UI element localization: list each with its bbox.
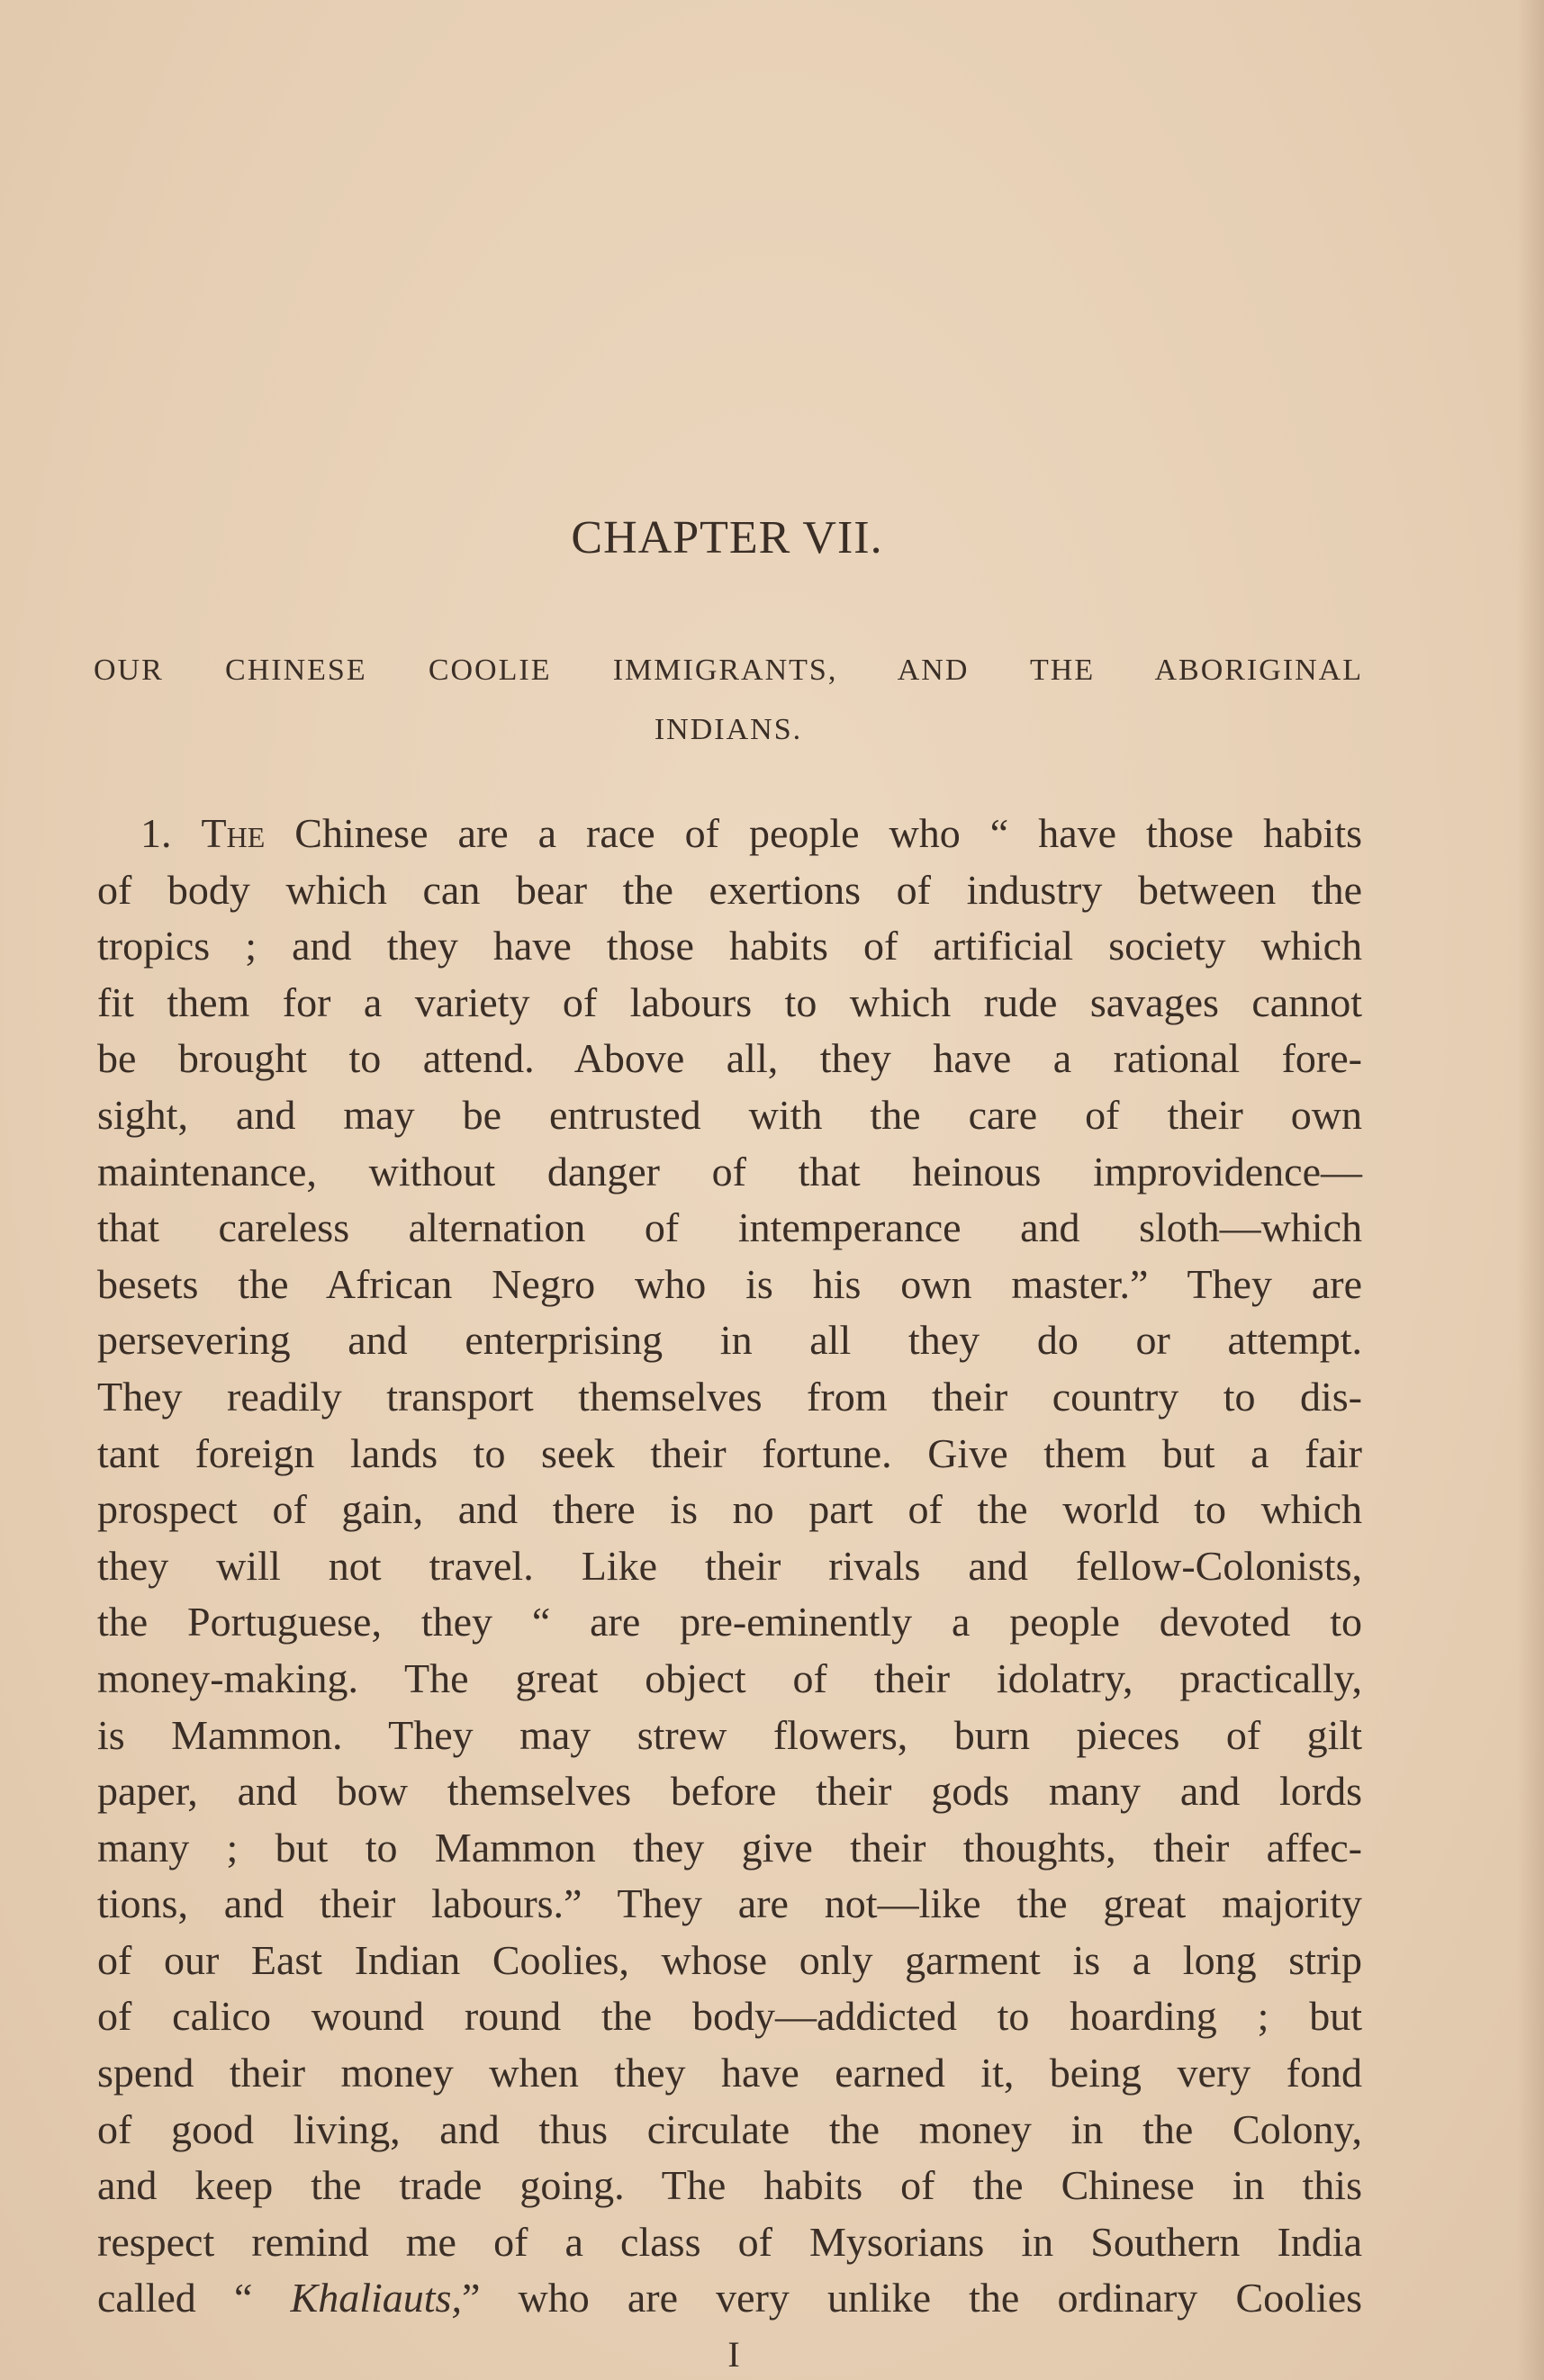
body-line-9: besets the African Negro who is his own master.” They are: [97, 1260, 1362, 1307]
body-line-2: of body which can bear the exertions of industry between the: [97, 866, 1362, 913]
body-line-1-text: Chinese are a race of people who “ have those habits: [265, 810, 1363, 856]
body-line-16: money-making. The great object of their idolatry, practically,: [97, 1654, 1362, 1701]
body-line-11: They readily transport themselves from their country to dis-: [97, 1373, 1362, 1420]
signature-mark: I: [727, 2334, 740, 2375]
body-line-23: spend their money when they have earned it, being very fond: [97, 2050, 1362, 2096]
body-line-15: the Portuguese, they “ are pre-eminently a people devoted to: [97, 1599, 1362, 1645]
chapter-title: CHAPTER VII.: [571, 512, 883, 563]
body-line-7: maintenance, without danger of that heinous improvidence—: [97, 1148, 1362, 1195]
body-line-10: persevering and enterprising in all they do or attempt.: [97, 1317, 1362, 1364]
body-line-17: is Mammon. They may strew flowers, burn pieces of gilt: [97, 1711, 1362, 1758]
body-line-19: many ; but to Mammon they give their thoughts, their affec-: [97, 1824, 1362, 1871]
body-line-6: sight, and may be entrusted with the care of their own: [97, 1091, 1362, 1138]
body-paragraph: [97, 806, 1362, 2327]
page-edge-shadow: [1517, 0, 1544, 2380]
body-line-3: tropics ; and they have those habits of artificial society which: [97, 923, 1362, 969]
body-line-21: of our East Indian Coolies, whose only garment is a long strip: [97, 1936, 1362, 1983]
body-line-27: [97, 2270, 1362, 2327]
body-line-8: that careless alternation of intemperance and sloth—which: [97, 1204, 1362, 1251]
body-line-12: tant foreign lands to seek their fortune. Give them but a fair: [97, 1429, 1362, 1476]
body-line-13: prospect of gain, and there is no part of the world to which: [97, 1486, 1362, 1533]
body-line-26: respect remind me of a class of Mysorians in Southern India: [97, 2218, 1362, 2265]
paragraph-number: 1.: [140, 810, 172, 856]
body-line-14: they will not travel. Like their rivals and fellow-Colonists,: [97, 1542, 1362, 1589]
last-line-pre: called “: [97, 2275, 291, 2321]
chapter-subtitle-line-2: INDIANS.: [654, 713, 803, 746]
body-line-25: and keep the trade going. The habits of the Chinese in this: [97, 2162, 1362, 2209]
body-line-4: fit them for a variety of labours to which rude savages cannot: [97, 978, 1362, 1025]
body-line-18: paper, and bow themselves before their gods many and lords: [97, 1768, 1362, 1815]
last-line-post: ” who are very unlike the ordinary Coolies: [461, 2275, 1363, 2321]
chapter-subtitle: [94, 641, 1363, 760]
body-line-24: of good living, and thus circulate the money in the Colony,: [97, 2105, 1362, 2152]
body-line-5: be brought to attend. Above all, they have a rational fore-: [97, 1035, 1362, 1082]
body-line-20: tions, and their labours.” They are not—like the great majority: [97, 1880, 1362, 1927]
body-line-1: [97, 806, 1362, 862]
chapter-subtitle-line-1: OUR CHINESE COOLIE IMMIGRANTS, AND THE ABORIGINAL: [94, 654, 1363, 687]
body-line-22: of calico wound round the body—addicted to hoarding ; but: [97, 1993, 1362, 2040]
paragraph-lead-word: The: [201, 810, 266, 856]
khaliauts-italic: Khaliauts,: [290, 2275, 462, 2321]
